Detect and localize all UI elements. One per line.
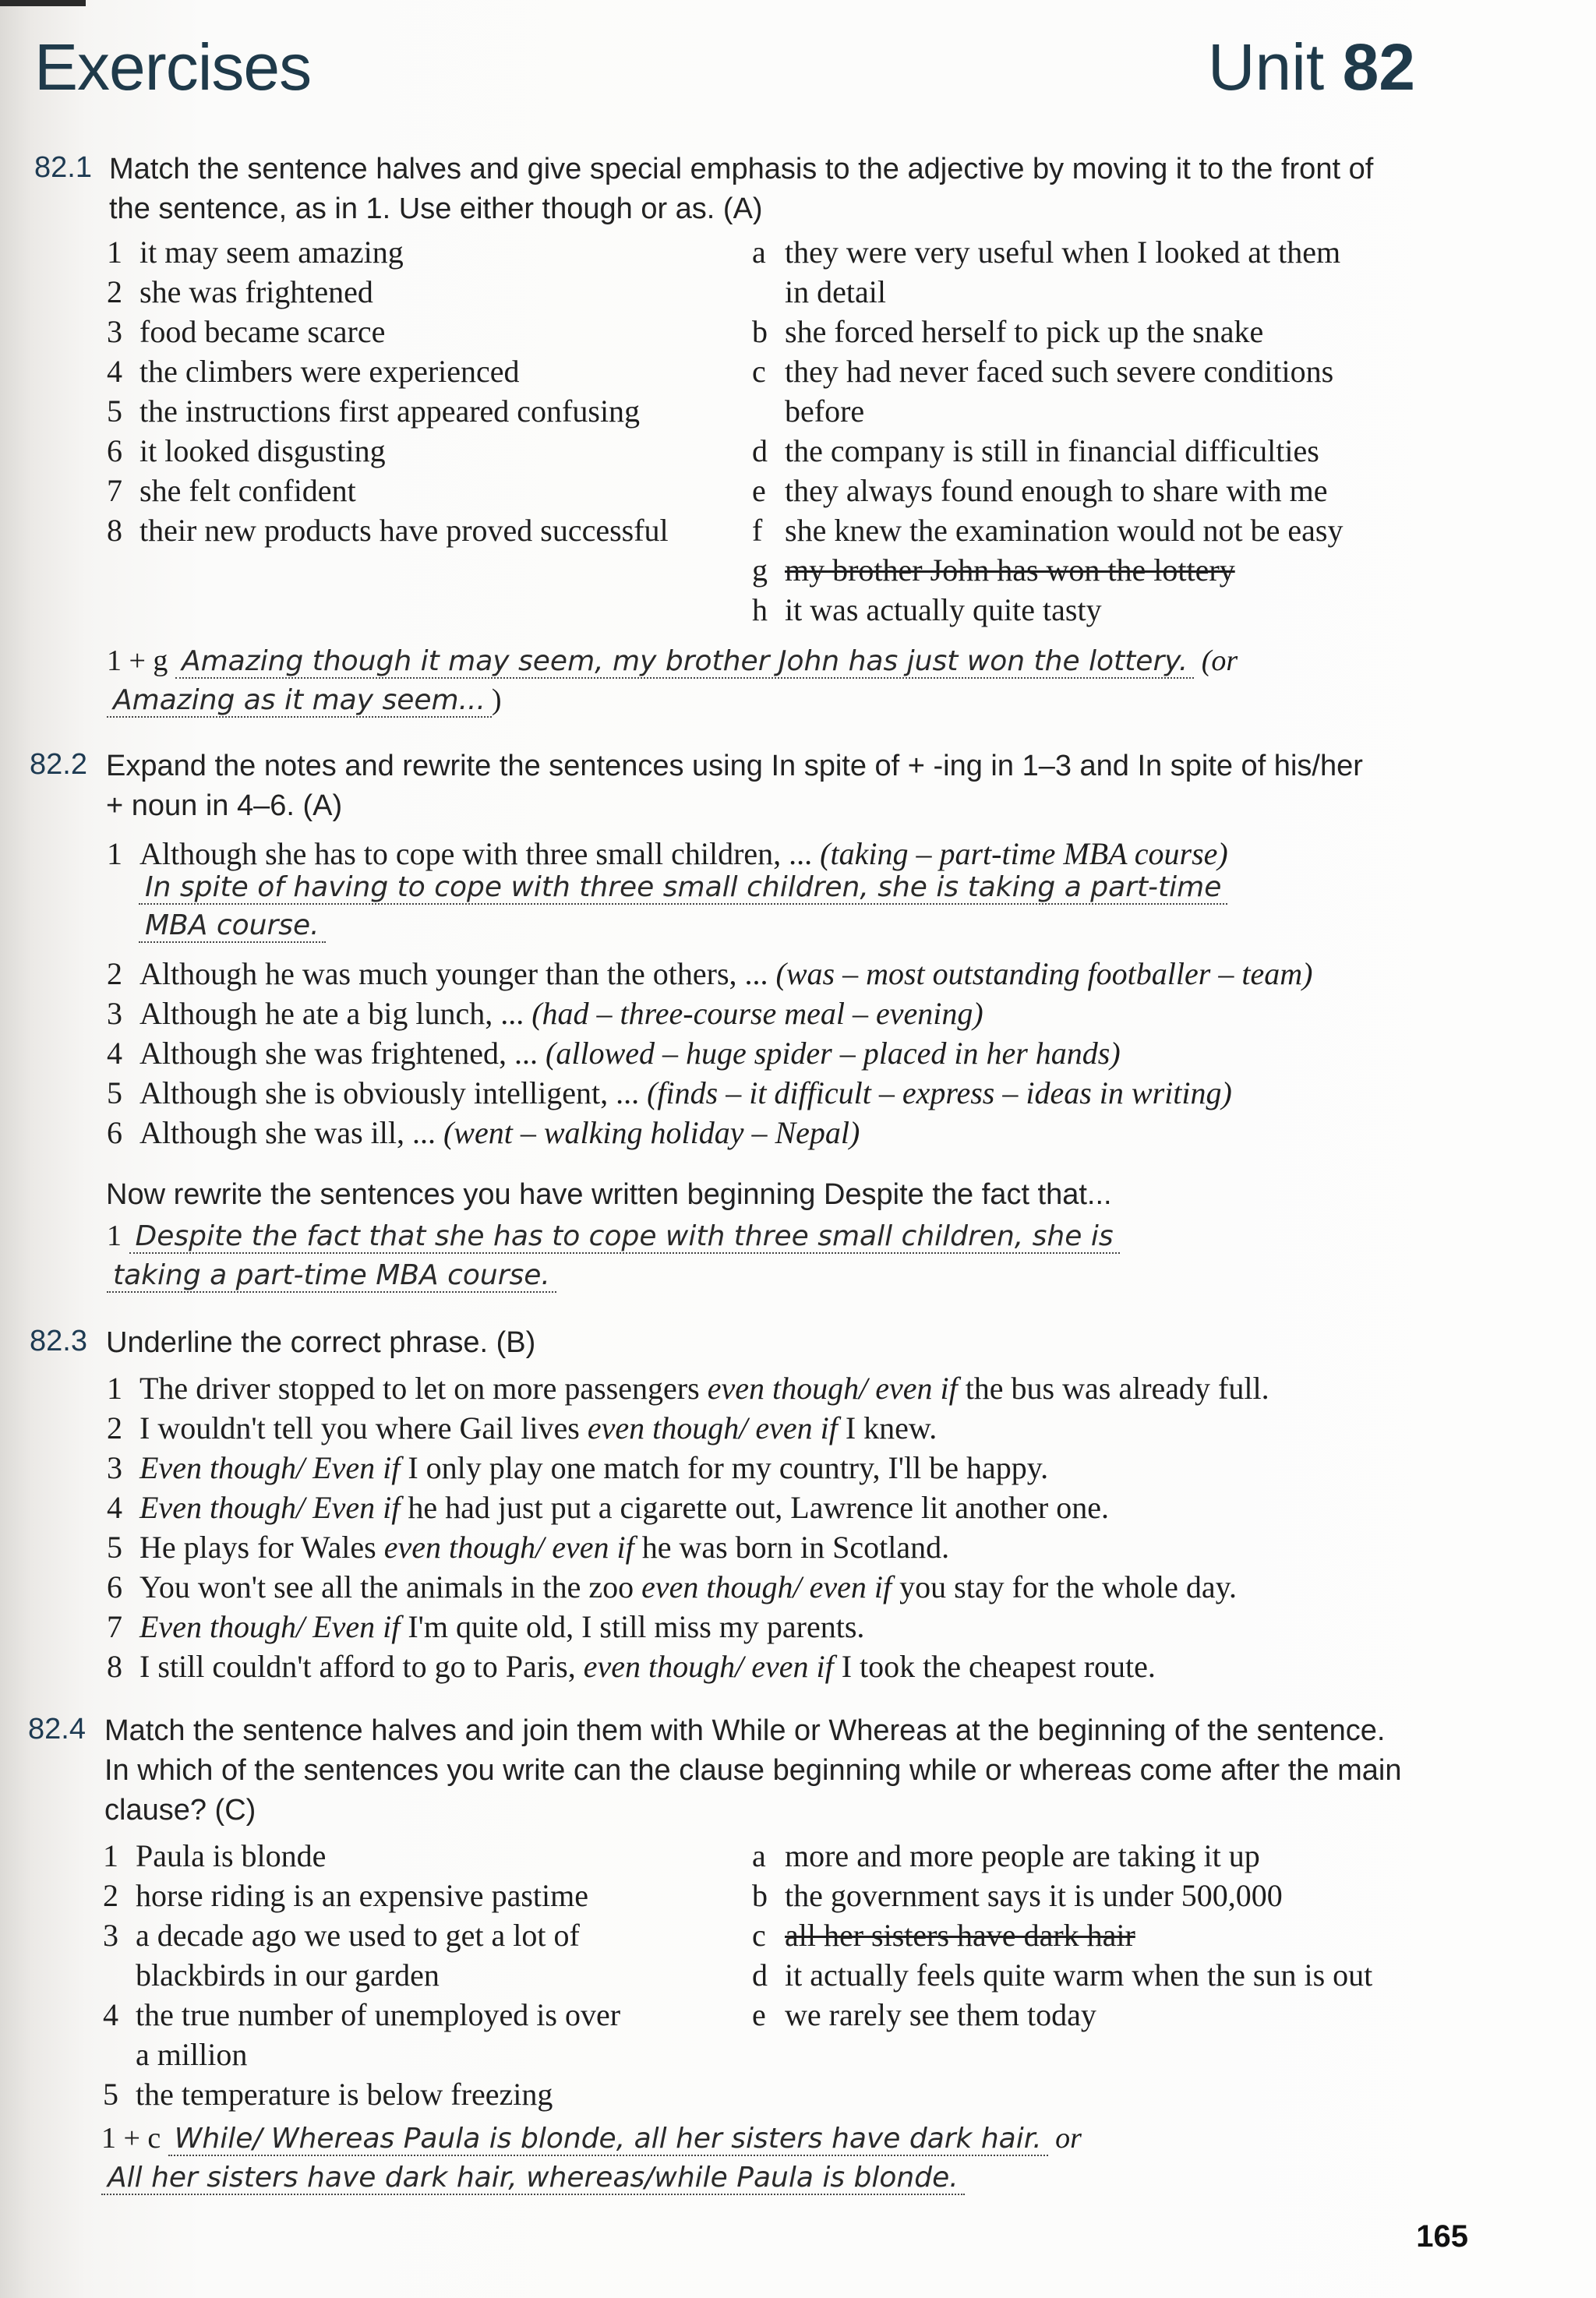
item-text: she felt confident bbox=[139, 473, 356, 508]
item-text: they always found enough to share with me bbox=[785, 473, 1328, 508]
item-text: it was actually quite tasty bbox=[785, 592, 1102, 627]
page-number: 165 bbox=[1416, 2219, 1468, 2254]
example-answer-line bbox=[101, 2121, 1082, 2155]
example-key: 1 + g bbox=[107, 644, 168, 677]
item-number: 6 bbox=[107, 1115, 122, 1150]
list-item bbox=[107, 232, 669, 272]
page-title: Exercises bbox=[34, 30, 312, 104]
item-text: Although she has to cope with three small children, ... bbox=[139, 836, 821, 871]
item-letter: d bbox=[752, 1957, 768, 1993]
item-number: 7 bbox=[107, 473, 122, 508]
item-letter: e bbox=[752, 1997, 766, 2032]
list-item bbox=[752, 312, 1343, 351]
item-letter: h bbox=[752, 592, 768, 627]
item-text: food became scarce bbox=[139, 314, 386, 349]
list-item-continuation bbox=[752, 272, 1343, 312]
item-number: 1 bbox=[107, 1371, 122, 1406]
item-text: the true number of unemployed is over bbox=[136, 1997, 621, 2032]
item-list bbox=[107, 1368, 1269, 1686]
list-item bbox=[752, 431, 1343, 471]
list-item-continuation bbox=[752, 391, 1343, 431]
item-number: 1 bbox=[107, 235, 122, 270]
unit-label: Unit bbox=[1207, 30, 1325, 104]
answer-line bbox=[107, 1258, 556, 1292]
list-item bbox=[107, 471, 669, 510]
item-number: 2 bbox=[107, 956, 122, 991]
item-number: 4 bbox=[103, 1997, 118, 2032]
item-text: a decade ago we used to get a lot of bbox=[136, 1918, 580, 1953]
list-item bbox=[107, 1607, 1269, 1647]
list-item bbox=[752, 550, 1343, 590]
list-item bbox=[107, 1647, 1269, 1686]
list-item bbox=[752, 510, 1343, 550]
answer-line bbox=[107, 1219, 1120, 1253]
item-text-after: I took the cheapest route. bbox=[833, 1649, 1156, 1684]
choice-options: Even though/ Even if bbox=[139, 1609, 401, 1644]
choice-options: even though/ even if bbox=[641, 1569, 892, 1604]
item-text: Although he was much younger than the others, ... bbox=[139, 956, 776, 991]
item-text: Although she was ill, ... bbox=[139, 1115, 443, 1150]
list-item bbox=[103, 1995, 620, 2035]
item-note: (taking – part-time MBA course) bbox=[820, 836, 1228, 871]
example-or: (or bbox=[1201, 644, 1238, 677]
list-item bbox=[752, 1876, 1372, 1915]
item-number: 7 bbox=[107, 1609, 122, 1644]
item-number: 5 bbox=[107, 394, 122, 429]
item-text-before: The driver stopped to let on more passengers bbox=[139, 1371, 708, 1406]
item-text: more and more people are taking it up bbox=[785, 1838, 1260, 1873]
item-text: Although she was frightened, ... bbox=[139, 1036, 546, 1071]
item-number: 2 bbox=[107, 274, 122, 309]
item-number: 5 bbox=[107, 1530, 122, 1565]
list-item bbox=[752, 232, 1343, 272]
item-note: (had – three-course meal – evening) bbox=[531, 996, 983, 1031]
choice-options: even though/ even if bbox=[707, 1371, 958, 1406]
list-item bbox=[752, 590, 1343, 630]
item-number: 8 bbox=[107, 1649, 122, 1684]
answer-line bbox=[139, 870, 1227, 904]
list-item bbox=[107, 1567, 1269, 1607]
example-key: 1 + c bbox=[101, 2122, 161, 2155]
item-text: the instructions first appeared confusing bbox=[139, 394, 641, 429]
item-text: they were very useful when I looked at them bbox=[785, 235, 1341, 270]
item-text: she forced herself to pick up the snake bbox=[785, 314, 1264, 349]
choice-options: even though/ even if bbox=[383, 1530, 634, 1565]
example-answer-alt: Amazing as it may seem... bbox=[107, 684, 492, 718]
list-item bbox=[103, 1836, 620, 1876]
choice-options: even though/ even if bbox=[587, 1410, 838, 1446]
item-text: their new products have proved successful bbox=[139, 513, 669, 548]
exercise-number: 82.1 bbox=[34, 151, 92, 184]
list-item bbox=[107, 1033, 1312, 1073]
exercise-number: 82.3 bbox=[30, 1325, 87, 1357]
item-text: before bbox=[785, 394, 865, 429]
list-item bbox=[103, 1876, 620, 1915]
item-text-before: He plays for Wales bbox=[139, 1530, 384, 1565]
answer-text: Despite the fact that she has to cope with three small children, she is bbox=[129, 1220, 1120, 1254]
list-item-continuation bbox=[103, 2035, 620, 2074]
item-text: she knew the examination would not be easy bbox=[785, 513, 1344, 548]
item-letter: f bbox=[752, 513, 763, 548]
choice-options: Even though/ Even if bbox=[139, 1490, 401, 1525]
item-text: horse riding is an expensive pastime bbox=[136, 1878, 588, 1913]
item-text-after: I knew. bbox=[837, 1410, 937, 1446]
item-number: 3 bbox=[107, 1450, 122, 1485]
answer-text: In spite of having to cope with three small children, she is taking a part-time bbox=[139, 871, 1227, 905]
example-answer-alt: All her sisters have dark hair, whereas/while Paula is blonde. bbox=[101, 2162, 965, 2195]
exercise-instruction: Match the sentence halves and give special emphasis to the adjective by moving it to the front of the sentence, as in 1. Use either though or as. (A) bbox=[109, 153, 1374, 225]
list-item bbox=[752, 1915, 1372, 1955]
item-number: 3 bbox=[107, 996, 122, 1031]
item-text: Although she is obviously intelligent, ... bbox=[139, 1075, 648, 1110]
item-list bbox=[107, 954, 1312, 1153]
item-text-after: I only play one match for my country, I'll be happy. bbox=[400, 1450, 1049, 1485]
item-letter: e bbox=[752, 473, 766, 508]
item-letter: c bbox=[752, 354, 766, 389]
list-item bbox=[107, 1527, 1269, 1567]
answer-number: 1 bbox=[107, 1220, 122, 1252]
list-item bbox=[752, 1995, 1372, 2035]
item-letter: d bbox=[752, 433, 768, 468]
left-halves-list bbox=[103, 1836, 620, 2114]
list-item bbox=[107, 1408, 1269, 1448]
list-item bbox=[107, 351, 669, 391]
item-text: it looked disgusting bbox=[139, 433, 386, 468]
item-letter: b bbox=[752, 314, 768, 349]
right-halves-list bbox=[752, 232, 1343, 630]
item-text: they had never faced such severe conditions bbox=[785, 354, 1334, 389]
item-number: 1 bbox=[107, 836, 122, 871]
list-item bbox=[107, 1073, 1312, 1113]
example-close: ) bbox=[491, 683, 502, 716]
item-text: blackbirds in our garden bbox=[136, 1957, 440, 1993]
choice-options: even though/ even if bbox=[583, 1649, 834, 1684]
item-text: a million bbox=[136, 2037, 248, 2072]
list-item bbox=[107, 1368, 1269, 1408]
item-letter: c bbox=[752, 1918, 766, 1953]
item-text: we rarely see them today bbox=[785, 1997, 1096, 2032]
list-item bbox=[103, 2074, 620, 2114]
item-text: in detail bbox=[785, 274, 886, 309]
item-text: Although he ate a big lunch, ... bbox=[139, 996, 532, 1031]
item-text: Paula is blonde bbox=[136, 1838, 327, 1873]
exercise-instruction: Underline the correct phrase. (B) bbox=[106, 1326, 536, 1359]
list-item bbox=[752, 351, 1343, 391]
example-answer-line-2 bbox=[107, 683, 502, 717]
list-item bbox=[107, 1113, 1312, 1153]
item-number: 2 bbox=[107, 1410, 122, 1446]
item-text-before: You won't see all the animals in the zoo bbox=[139, 1569, 642, 1604]
example-answer: Amazing though it may seem, my brother John has just won the lottery. bbox=[175, 645, 1194, 679]
item-number: 6 bbox=[107, 1569, 122, 1604]
answer-text: taking a part-time MBA course. bbox=[107, 1259, 556, 1293]
exercise-instruction: Match the sentence halves and join them with While or Whereas at the beginning of the sentence. In which of the sentences you write can the clause beginning while or whereas come after the main clause? (C) bbox=[104, 1714, 1402, 1827]
list-item bbox=[103, 1915, 620, 1955]
list-item bbox=[107, 834, 1228, 874]
item-number: 5 bbox=[103, 2077, 118, 2112]
item-number: 5 bbox=[107, 1075, 122, 1110]
list-item bbox=[107, 834, 1228, 874]
item-letter: g bbox=[752, 552, 768, 588]
item-text-before: I wouldn't tell you where Gail lives bbox=[139, 1410, 588, 1446]
item-text-after: I'm quite old, I still miss my parents. bbox=[400, 1609, 865, 1644]
example-answer-line bbox=[107, 644, 1238, 678]
item-number: 2 bbox=[103, 1878, 118, 1913]
item-note: (went – walking holiday – Nepal) bbox=[443, 1115, 860, 1150]
list-item bbox=[752, 1836, 1372, 1876]
unit-heading bbox=[1208, 30, 1415, 105]
answer-line bbox=[139, 908, 326, 942]
exercise-number: 82.4 bbox=[28, 1713, 86, 1746]
list-item bbox=[107, 510, 669, 550]
item-text: it actually feels quite warm when the sun is out bbox=[785, 1957, 1373, 1993]
item-text-before: I still couldn't afford to go to Paris, bbox=[139, 1649, 584, 1684]
list-item bbox=[107, 1448, 1269, 1488]
answer-text: MBA course. bbox=[139, 909, 326, 943]
list-item bbox=[107, 312, 669, 351]
item-note: (allowed – huge spider – placed in her hands) bbox=[546, 1036, 1121, 1071]
left-halves-list bbox=[107, 232, 669, 550]
item-letter: b bbox=[752, 1878, 768, 1913]
right-halves-list bbox=[752, 1836, 1372, 2035]
item-text-after: you stay for the whole day. bbox=[892, 1569, 1238, 1604]
exercise-instruction: Expand the notes and rewrite the sentences using In spite of + -ing in 1–3 and In spite of his/her + noun in 4–6. (A) bbox=[106, 750, 1363, 822]
exercise-number: 82.2 bbox=[30, 748, 87, 781]
item-number: 4 bbox=[107, 354, 122, 389]
item-text: all her sisters have dark hair bbox=[785, 1918, 1135, 1953]
item-number: 1 bbox=[103, 1838, 118, 1873]
list-item bbox=[752, 471, 1343, 510]
item-text: the temperature is below freezing bbox=[136, 2077, 553, 2112]
list-item bbox=[107, 1488, 1269, 1527]
list-item bbox=[107, 431, 669, 471]
example-answer: While/ Whereas Paula is blonde, all her sisters have dark hair. bbox=[168, 2123, 1048, 2156]
item-number: 3 bbox=[107, 314, 122, 349]
item-number: 8 bbox=[107, 513, 122, 548]
list-item bbox=[107, 994, 1312, 1033]
example-or: or bbox=[1055, 2122, 1082, 2155]
item-letter: a bbox=[752, 1838, 766, 1873]
item-number: 4 bbox=[107, 1490, 122, 1525]
item-text: it may seem amazing bbox=[139, 235, 404, 270]
item-text: the company is still in financial difficulties bbox=[785, 433, 1319, 468]
item-note: (finds – it difficult – express – ideas in writing) bbox=[647, 1075, 1232, 1110]
item-text-after: the bus was already full. bbox=[957, 1371, 1269, 1406]
list-item bbox=[107, 391, 669, 431]
list-item-continuation bbox=[103, 1955, 620, 1995]
item-text-after: he had just put a cigarette out, Lawrence lit another one. bbox=[400, 1490, 1109, 1525]
rewrite-instruction: Now rewrite the sentences you have written beginning Despite the fact that... bbox=[106, 1178, 1112, 1211]
item-text-after: he was born in Scotland. bbox=[634, 1530, 950, 1565]
page-corner-mark bbox=[0, 0, 86, 6]
example-answer-line-2 bbox=[101, 2160, 965, 2194]
item-text: the climbers were experienced bbox=[139, 354, 520, 389]
item-text: the government says it is under 500,000 bbox=[785, 1878, 1283, 1913]
item-number: 6 bbox=[107, 433, 122, 468]
list-item bbox=[107, 272, 669, 312]
list-item bbox=[752, 1955, 1372, 1995]
choice-options: Even though/ Even if bbox=[139, 1450, 401, 1485]
item-text: she was frightened bbox=[139, 274, 373, 309]
item-note: (was – most outstanding footballer – team) bbox=[775, 956, 1313, 991]
item-number: 4 bbox=[107, 1036, 122, 1071]
item-text: my brother John has won the lottery bbox=[785, 552, 1235, 588]
list-item bbox=[107, 954, 1312, 994]
item-letter: a bbox=[752, 235, 766, 270]
item-number: 3 bbox=[103, 1918, 118, 1953]
unit-number: 82 bbox=[1342, 30, 1415, 104]
